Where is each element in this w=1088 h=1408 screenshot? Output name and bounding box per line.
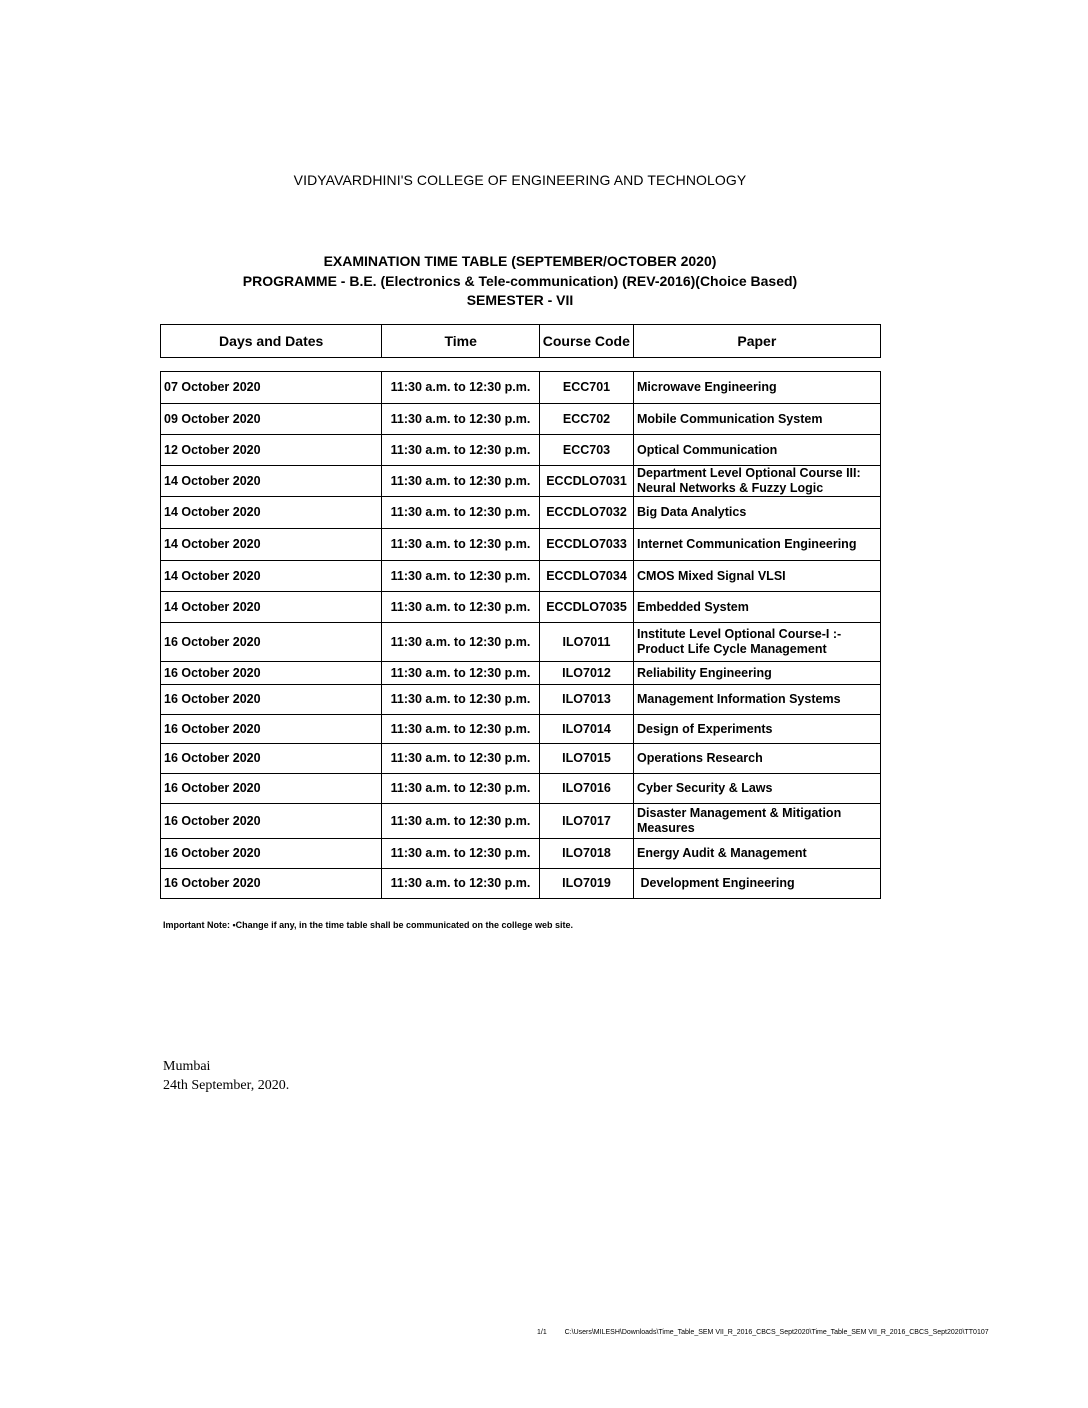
table-row <box>161 685 880 715</box>
time-cell: 11:30 a.m. to 12:30 p.m. <box>382 623 540 661</box>
time-cell: 11:30 a.m. to 12:30 p.m. <box>382 592 540 622</box>
table-row <box>161 561 880 592</box>
time-cell: 11:30 a.m. to 12:30 p.m. <box>382 839 540 868</box>
course-code-cell: ILO7019 <box>540 869 634 898</box>
date-cell: 09 October 2020 <box>161 404 382 434</box>
course-code-cell: ILO7012 <box>540 662 634 684</box>
paper-cell: Institute Level Optional Course-I :- Product Life Cycle Management <box>637 627 842 656</box>
paper-cell: CMOS Mixed Signal VLSI <box>637 568 786 583</box>
time-cell: 11:30 a.m. to 12:30 p.m. <box>382 497 540 528</box>
paper-cell: Embedded System <box>637 599 749 614</box>
course-code-cell: ILO7016 <box>540 774 634 803</box>
date-cell: 16 October 2020 <box>161 715 382 743</box>
time-cell: 11:30 a.m. to 12:30 p.m. <box>382 561 540 591</box>
paper-cell: Department Level Optional Course III: Neural Networks & Fuzzy Logic <box>637 466 861 495</box>
paper-cell: Mobile Communication System <box>637 411 823 426</box>
paper-cell: Reliability Engineering <box>637 665 772 680</box>
course-code-cell: ILO7011 <box>540 623 634 661</box>
date-cell: 16 October 2020 <box>161 774 382 803</box>
date-cell: 16 October 2020 <box>161 623 382 661</box>
table-row <box>161 744 880 774</box>
time-cell: 11:30 a.m. to 12:30 p.m. <box>382 466 540 496</box>
date-cell: 14 October 2020 <box>161 592 382 622</box>
date-cell: 14 October 2020 <box>161 529 382 560</box>
date-cell: 14 October 2020 <box>161 497 382 528</box>
course-code-cell: ECC702 <box>540 404 634 434</box>
course-code-cell: ILO7014 <box>540 715 634 743</box>
signature-block <box>163 1057 289 1095</box>
column-header-course-code: Course Code <box>540 325 634 357</box>
paper-cell: Disaster Management & Mitigation Measures <box>637 806 842 835</box>
table-header <box>160 324 881 358</box>
date-cell: 16 October 2020 <box>161 804 382 838</box>
time-cell: 11:30 a.m. to 12:30 p.m. <box>382 435 540 465</box>
place-text: Mumbai <box>163 1059 211 1074</box>
paper-cell: Operations Research <box>637 751 763 765</box>
table-row <box>161 774 880 804</box>
course-code-cell: ILO7013 <box>540 685 634 714</box>
course-code-cell: ECCDLO7032 <box>540 497 634 528</box>
column-header-days-dates: Days and Dates <box>161 325 382 357</box>
paper-cell: Cyber Security & Laws <box>637 781 773 795</box>
time-cell: 11:30 a.m. to 12:30 p.m. <box>382 662 540 684</box>
course-code-cell: ECCDLO7035 <box>540 592 634 622</box>
course-code-cell: ECCDLO7031 <box>540 466 634 496</box>
paper-cell: Big Data Analytics <box>637 505 747 519</box>
college-name: VIDYAVARDHINI'S COLLEGE OF ENGINEERING AND TECHNOLOGY <box>293 172 747 188</box>
time-cell: 11:30 a.m. to 12:30 p.m. <box>382 685 540 714</box>
paper-cell: Optical Communication <box>637 442 778 457</box>
paper-cell: Design of Experiments <box>637 721 773 736</box>
column-header-paper: Paper <box>737 333 777 349</box>
date-cell: 14 October 2020 <box>161 561 382 591</box>
time-cell: 11:30 a.m. to 12:30 p.m. <box>382 744 540 773</box>
course-code-cell: ILO7018 <box>540 839 634 868</box>
date-cell: 07 October 2020 <box>161 372 382 403</box>
important-note: Important Note: •Change if any, in the time table shall be communicated on the college web site. <box>163 920 574 930</box>
table-row <box>161 435 880 466</box>
semester-title: SEMESTER - VII <box>466 292 574 308</box>
course-code-cell: ECCDLO7034 <box>540 561 634 591</box>
table-row <box>161 804 880 839</box>
date-cell: 16 October 2020 <box>161 662 382 684</box>
course-code-cell: ILO7017 <box>540 804 634 838</box>
course-code-cell: ECC703 <box>540 435 634 465</box>
table-row <box>161 592 880 623</box>
paper-cell: Energy Audit & Management <box>637 846 807 860</box>
course-code-cell: ECC701 <box>540 372 634 403</box>
time-cell: 11:30 a.m. to 12:30 p.m. <box>382 372 540 403</box>
date-cell: 16 October 2020 <box>161 744 382 773</box>
table-row <box>161 623 880 662</box>
course-code-cell: ECCDLO7033 <box>540 529 634 560</box>
time-cell: 11:30 a.m. to 12:30 p.m. <box>382 774 540 803</box>
date-cell: 16 October 2020 <box>161 869 382 898</box>
page-number: 1/1 <box>537 1329 547 1336</box>
page-footer <box>537 1329 989 1336</box>
time-cell: 11:30 a.m. to 12:30 p.m. <box>382 869 540 898</box>
table-row <box>161 497 880 529</box>
table-row <box>161 466 880 497</box>
date-cell: 12 October 2020 <box>161 435 382 465</box>
time-cell: 11:30 a.m. to 12:30 p.m. <box>382 404 540 434</box>
paper-cell: Internet Communication Engineering <box>637 537 857 551</box>
exam-title: EXAMINATION TIME TABLE (SEPTEMBER/OCTOBER 2020) <box>323 253 717 269</box>
file-path: C:\Users\MILESH\Downloads\Time_Table_SEM VII_R_2016_CBCS_Sept2020\Time_Table_SEM VII_R_2016_CBCS_Sept2020\TT0107 <box>564 1329 989 1336</box>
time-cell: 11:30 a.m. to 12:30 p.m. <box>382 804 540 838</box>
date-cell: 16 October 2020 <box>161 685 382 714</box>
programme-title: PROGRAMME - B.E. (Electronics & Tele-communication) (REV-2016)(Choice Based) <box>242 272 798 289</box>
column-header-time: Time <box>382 325 540 357</box>
paper-cell: Microwave Engineering <box>637 380 777 394</box>
date-cell: 16 October 2020 <box>161 839 382 868</box>
paper-cell: Management Information Systems <box>637 692 841 706</box>
time-cell: 11:30 a.m. to 12:30 p.m. <box>382 715 540 743</box>
timetable-body <box>160 371 881 899</box>
table-row <box>161 372 880 404</box>
table-row <box>161 529 880 561</box>
time-cell: 11:30 a.m. to 12:30 p.m. <box>382 529 540 560</box>
date-cell: 14 October 2020 <box>161 466 382 496</box>
table-row <box>161 839 880 869</box>
table-row <box>161 662 880 685</box>
paper-cell: Development Engineering <box>637 876 795 890</box>
table-row <box>161 869 880 899</box>
table-row <box>161 404 880 435</box>
issue-date: 24th September, 2020. <box>163 1078 290 1093</box>
title-block <box>160 252 880 311</box>
table-row <box>161 715 880 744</box>
course-code-cell: ILO7015 <box>540 744 634 773</box>
